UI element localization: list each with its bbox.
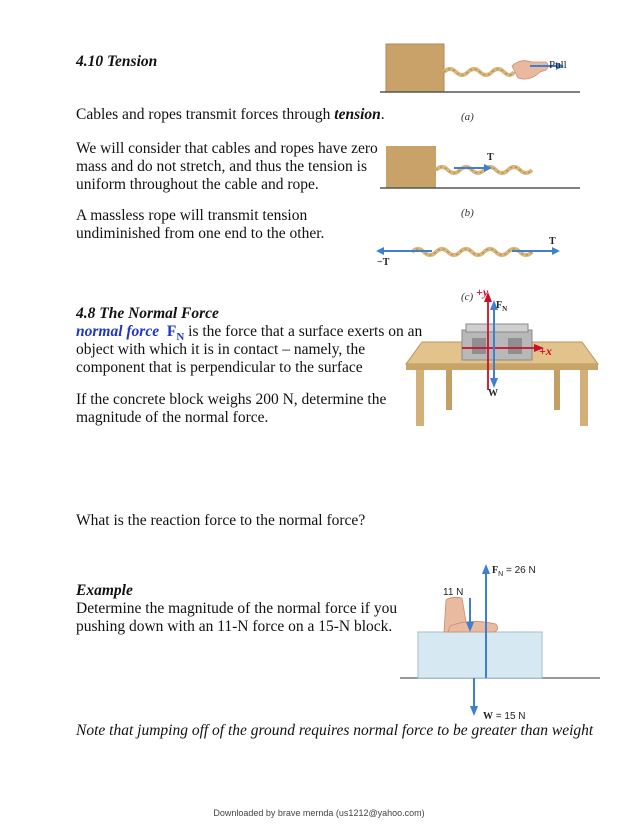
tension-paragraph-3-line-2: undiminished from one end to the other. — [76, 225, 325, 242]
plus-y-label: +y — [476, 285, 489, 299]
tension-vector-label-c: T — [549, 236, 556, 247]
normal-force-definition-line-3: component that is perpendicular to the surface — [76, 359, 363, 376]
example-heading: Example — [76, 582, 133, 599]
example-line-2: pushing down with an 11-N force on a 15-N block. — [76, 618, 393, 635]
question-1-line-2: magnitude of the normal force. — [76, 409, 269, 426]
rope-a — [444, 69, 514, 75]
normal-force-heading: 4.8 The Normal Force — [76, 305, 219, 322]
figure-label-b: (b) — [461, 207, 474, 219]
normal-force-symbol: $F_N$ — [166, 323, 185, 344]
note-text: Note that jumping off of the ground requires normal force to be greater than weight — [76, 722, 594, 739]
tension-p1-post: . — [380, 106, 385, 123]
hand-icon — [512, 61, 548, 79]
table-leg — [416, 370, 424, 426]
tension-paragraph-3-line-1: A massless rope will transmit tension — [76, 207, 308, 224]
tension-term: tension — [334, 106, 381, 123]
figure-label-a: (a) — [461, 111, 474, 123]
negative-tension-label-c: −T — [377, 257, 390, 268]
pull-label: Pull — [549, 59, 567, 71]
normal-vector-label: $F_N$ — [496, 300, 508, 313]
tension-paragraph-2-line-2: mass and do not stretch, and thus the tension is — [76, 158, 368, 175]
tension-figure-b — [380, 140, 580, 192]
tension-paragraph-1 — [76, 105, 385, 124]
question-1-line-1: If the concrete block weighs 200 N, determine the — [76, 391, 387, 408]
example-normal-label: $F_N = 26$ N — [492, 565, 536, 578]
example-figure — [400, 560, 600, 720]
tension-figure-c — [372, 236, 572, 266]
figure-label-c: (c) — [461, 291, 474, 303]
plus-x-label: +x — [539, 344, 552, 358]
tension-heading: 4.10 Tension — [76, 53, 158, 70]
tension-vector-label-b: T — [487, 152, 494, 163]
tension-p1-pre: Cables and ropes transmit forces through — [76, 106, 335, 123]
example-weight-label: W = 15 N — [483, 711, 526, 722]
normal-force-term: normal force — [76, 323, 160, 340]
tension-paragraph-2-line-1: We will consider that cables and ropes have zero — [76, 140, 378, 157]
example-line-1: Determine the magnitude of the normal force if you — [76, 600, 398, 617]
tension-figure-a — [380, 40, 580, 110]
weight-vector-label: W — [488, 388, 498, 399]
tension-paragraph-2-line-3: uniform throughout the cable and rope. — [76, 176, 319, 193]
question-2: What is the reaction force to the normal force? — [76, 512, 366, 529]
normal-force-def-post: is the force that a surface exerts on an — [184, 323, 423, 340]
hand-force-label: 11 N — [443, 587, 464, 598]
block — [418, 632, 542, 678]
wooden-crate-b — [386, 146, 436, 188]
wooden-crate-a — [386, 44, 444, 92]
normal-force-definition-line-2: object with which it is in contact – namely, the — [76, 341, 366, 358]
concrete-block — [462, 324, 532, 360]
download-footer: Downloaded by brave mernda (us1212@yahoo.com) — [213, 808, 425, 818]
